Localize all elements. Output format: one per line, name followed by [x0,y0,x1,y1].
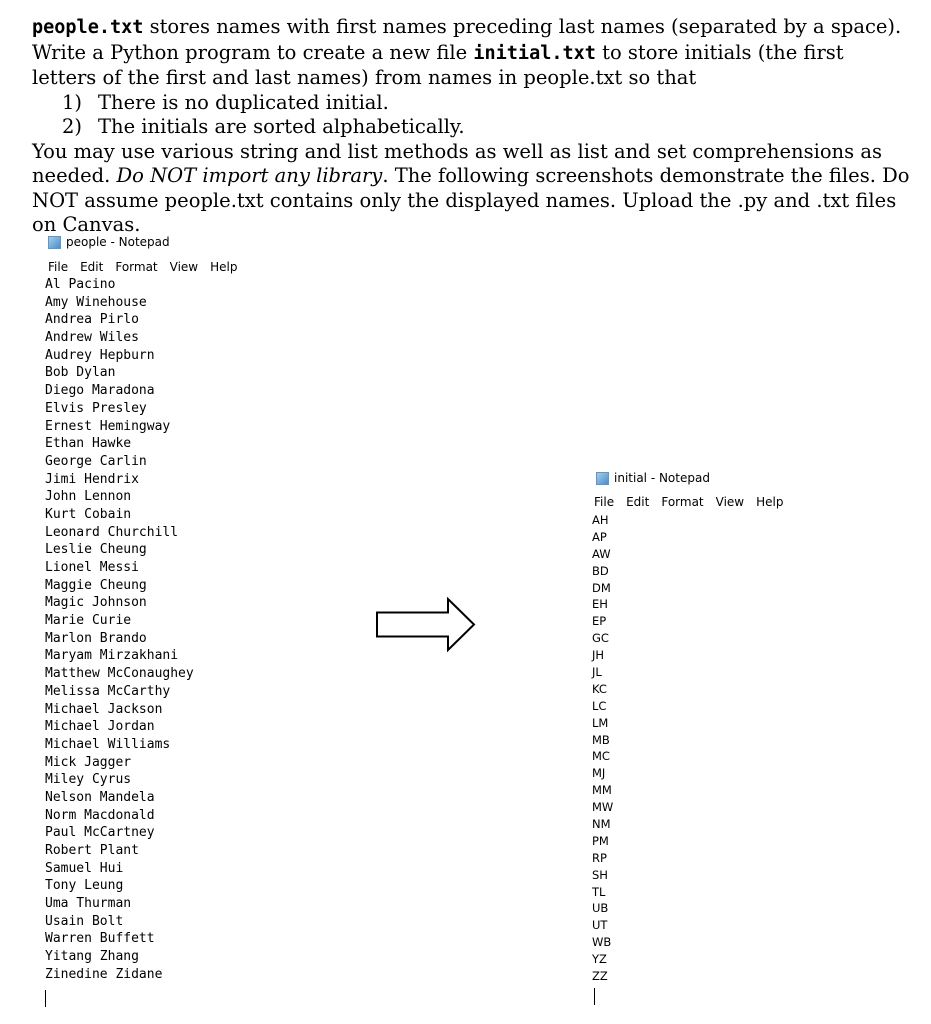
text-line: MC [592,749,610,764]
text-line: Leslie Cheung [45,542,147,558]
text-line: George Carlin [45,453,147,469]
requirement-number: 1) [62,90,83,114]
text-line: PM [592,833,609,848]
text-line: EH [592,597,608,612]
instructions [32,15,912,238]
text-line: Michael Williams [45,736,171,752]
text-line: Maggie Cheung [45,577,147,593]
instructions-text: stores names with first names preceding last names (separated by a space). Write a Python program to create a new file [32,15,902,64]
text-line: DM [592,580,611,595]
menu-help[interactable]: Help [756,495,784,509]
text-line: Kurt Cobain [45,506,132,522]
text-line: Lionel Messi [45,560,139,575]
right-arrow-icon [375,597,477,652]
text-line: SH [592,867,608,882]
text-line: Andrew Wiles [45,330,139,346]
instructions-paragraph-2 [32,140,912,238]
text-line: AW [592,546,611,561]
text-line: Diego Maradona [45,383,155,399]
text-line: Michael Jackson [45,701,163,717]
menu-help[interactable]: Help [210,260,238,274]
text-line: Amy Winehouse [45,294,147,310]
text-line: Uma Thurman [45,896,132,912]
text-line: Nelson Mandela [45,789,155,805]
file-name-initial: initial.txt [473,42,596,64]
text-line: GC [592,631,609,646]
requirement-number: 2) [62,115,83,138]
text-line: TL [592,884,606,899]
instructions-text: You may use various string and list methods as well as list and set comprehensions as needed. [32,139,882,187]
text-line: Yitang Zhang [45,949,139,965]
text-line: ZZ [592,969,608,984]
requirements-list [32,91,912,140]
text-line: AH [592,513,609,527]
text-line: Magic Johnson [45,595,147,611]
text-line: BD [592,563,609,578]
people-window-title: people - Notepad [66,235,170,249]
text-line: UB [592,901,609,916]
initial-window-title: initial - Notepad [614,471,710,485]
text-line: MM [592,783,612,798]
requirement-item [32,91,912,116]
menu-edit[interactable]: Edit [626,495,650,509]
requirement-text: There is no duplicated initial. [98,90,389,114]
instructions-paragraph-1 [32,15,912,91]
menu-view[interactable]: View [169,260,199,274]
text-line: Usain Bolt [45,913,124,929]
text-line: Maryam Mirzakhani [45,648,179,664]
text-line: LM [592,715,609,730]
text-line: MB [592,732,610,747]
text-line: NM [592,817,611,832]
text-line: EP [592,614,607,629]
text-line: Marie Curie [45,613,132,629]
text-line: Mick Jagger [45,754,132,770]
people-window-titlebar [48,235,170,249]
requirement-item [32,115,912,140]
text-line: UT [592,918,608,933]
instructions-text: . The following screenshots demonstrate the files. Do NOT assume people.txt contains only the displayed names. Upload the .py and .txt files on Canvas. [32,164,910,236]
text-line: Audrey Hepburn [45,347,155,363]
text-line: JH [592,648,605,663]
text-line: LC [592,698,607,713]
text-line: Robert Plant [45,843,139,858]
people-text-area[interactable] [45,276,194,984]
text-line: Ethan Hawke [45,436,132,452]
text-line: Zinedine Zidane [45,966,163,982]
text-line: MW [592,800,614,815]
text-line: Andrea Pirlo [45,312,139,328]
menu-file[interactable]: File [594,495,615,509]
text-line: KC [592,681,607,696]
text-line: Miley Cyrus [45,772,132,788]
initial-window-menubar [594,495,783,509]
menu-file[interactable]: File [48,260,69,274]
instructions-text: to store initials (the first letters of the first and last names) from names in people.txt so that [32,40,844,89]
text-line: RP [592,850,607,865]
file-name-people: people.txt [32,17,144,38]
text-line: WB [592,935,612,950]
text-line: AP [592,529,607,544]
initial-text-area[interactable] [592,512,613,985]
text-line: Michael Jordan [45,719,155,735]
text-line: Matthew McConaughey [45,666,194,682]
text-line: Bob Dylan [45,365,116,381]
notepad-icon [48,236,61,249]
text-line: Samuel Hui [45,860,124,876]
text-line: Ernest Hemingway [45,418,171,434]
text-line: Marlon Brando [45,630,147,646]
text-line: Al Pacino [45,277,116,292]
text-line: MJ [592,766,606,781]
initial-window-titlebar [596,471,710,485]
notepad-icon [596,472,609,485]
menu-format[interactable]: Format [115,260,158,274]
menu-edit[interactable]: Edit [80,260,104,274]
text-line: Tony Leung [45,878,124,894]
text-line: Warren Buffett [45,931,155,947]
requirement-text: The initials are sorted alphabetically. [98,115,465,138]
emphasis-text: Do NOT import any library [116,164,383,187]
menu-format[interactable]: Format [661,495,704,509]
text-line: Elvis Presley [45,400,147,416]
text-line: Paul McCartney [45,825,155,841]
text-line: John Lennon [45,489,132,505]
text-line: YZ [592,952,607,967]
text-line: Melissa McCarthy [45,683,171,699]
text-line: Norm Macdonald [45,807,155,823]
people-window-menubar [48,260,237,274]
text-line: Leonard Churchill [45,524,179,540]
text-line: Jimi Hendrix [45,471,139,487]
text-cursor [45,990,46,1007]
menu-view[interactable]: View [715,495,745,509]
text-line: JL [592,665,602,680]
text-cursor [594,988,595,1005]
